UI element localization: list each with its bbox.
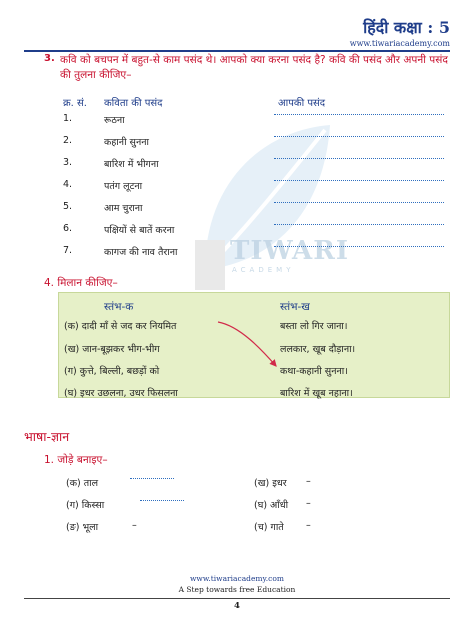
answer-line[interactable] bbox=[274, 136, 444, 137]
table-row-item: कागज की नाव तैराना bbox=[104, 247, 178, 258]
footer-divider bbox=[24, 598, 450, 599]
question-3-text: कवि को बचपन में बहुत-से काम पसंद थे। आपको क्या करना पसंद है? कवि की पसंद और अपनी पसंद की तुलना कीजिए– bbox=[60, 54, 448, 81]
column-a-heading: स्तंभ-क bbox=[104, 301, 134, 313]
pair-dash: – bbox=[306, 476, 311, 487]
column-b-heading: स्तंभ-ख bbox=[280, 301, 310, 313]
answer-line[interactable] bbox=[274, 202, 444, 203]
pair-dash: – bbox=[132, 520, 137, 531]
page-number: 4 bbox=[234, 601, 240, 611]
pair-item: (घ) आँधी bbox=[254, 500, 289, 511]
table-header-sno: क्र. सं. bbox=[63, 98, 87, 109]
answer-line[interactable] bbox=[274, 224, 444, 225]
table-row-number: 6. bbox=[63, 223, 73, 234]
pair-dash: – bbox=[306, 520, 311, 531]
table-row-number: 3. bbox=[63, 157, 73, 168]
watermark-text: TIWARI bbox=[230, 236, 349, 266]
table-row-item: पक्षियों से बातें करना bbox=[104, 225, 175, 236]
pair-item: (च) गाते bbox=[254, 522, 284, 533]
answer-line[interactable] bbox=[274, 114, 444, 115]
question-3-number: 3. bbox=[44, 53, 55, 64]
answer-line[interactable] bbox=[274, 158, 444, 159]
answer-line[interactable] bbox=[130, 478, 174, 479]
footer-url: www.tiwariacademy.com bbox=[190, 574, 284, 583]
table-row-number: 1. bbox=[63, 113, 73, 124]
header-url: www.tiwariacademy.com bbox=[349, 39, 450, 48]
table-row-item: आम चुराना bbox=[104, 203, 143, 214]
table-header-poem: कविता की पसंद bbox=[104, 98, 163, 109]
match-right-item: बारिश में खूब नहाना। bbox=[280, 388, 353, 399]
footer-tagline: A Step towards free Education bbox=[178, 585, 296, 594]
question-1-label: 1. जोड़े बनाइए– bbox=[44, 454, 108, 466]
answer-line[interactable] bbox=[274, 246, 444, 247]
table-header-mine: आपकी पसंद bbox=[278, 98, 326, 109]
pair-item: (ग) किस्सा bbox=[66, 500, 105, 511]
answer-line[interactable] bbox=[274, 180, 444, 181]
match-right-item: बस्ता लो गिर जाना। bbox=[280, 321, 348, 332]
pair-item: (क) ताल bbox=[66, 478, 99, 489]
match-left-item: (घ) इधर उछलना, उधर फिसलना bbox=[64, 388, 178, 399]
question-4-label: 4. मिलान कीजिए– bbox=[44, 277, 118, 289]
pair-item: (ङ) भूला bbox=[66, 522, 99, 533]
pair-dash: – bbox=[306, 498, 311, 509]
watermark-subtext: ACADEMY bbox=[232, 266, 295, 274]
table-row-item: पतंग लूटना bbox=[104, 181, 143, 192]
page-header-title: हिंदी कक्षा : 5 bbox=[363, 18, 450, 37]
table-row-number: 7. bbox=[63, 245, 73, 256]
table-row-number: 4. bbox=[63, 179, 73, 190]
header-divider bbox=[24, 50, 450, 52]
match-left-item: (ख) जान-बूझकर भीग-भीग bbox=[64, 344, 160, 355]
match-left-item: (ग) कुत्ते, बिल्ली, बछड़ों को bbox=[64, 366, 160, 377]
table-row-item: बारिश में भीगना bbox=[104, 159, 159, 170]
table-row-item: रूठना bbox=[104, 115, 125, 126]
table-row-number: 5. bbox=[63, 201, 73, 212]
answer-line[interactable] bbox=[140, 500, 184, 501]
match-left-item: (क) दादी माँ से जद कर नियमित bbox=[64, 321, 177, 332]
table-row-item: कहानी सुनना bbox=[104, 137, 149, 148]
pair-item: (ख) इधर bbox=[254, 478, 287, 489]
table-row-number: 2. bbox=[63, 135, 73, 146]
match-right-item: कथा-कहानी सुनना। bbox=[280, 366, 348, 377]
match-right-item: ललकार, खूब दौड़ाना। bbox=[280, 344, 356, 355]
section-title: भाषा-ज्ञान bbox=[24, 429, 70, 444]
